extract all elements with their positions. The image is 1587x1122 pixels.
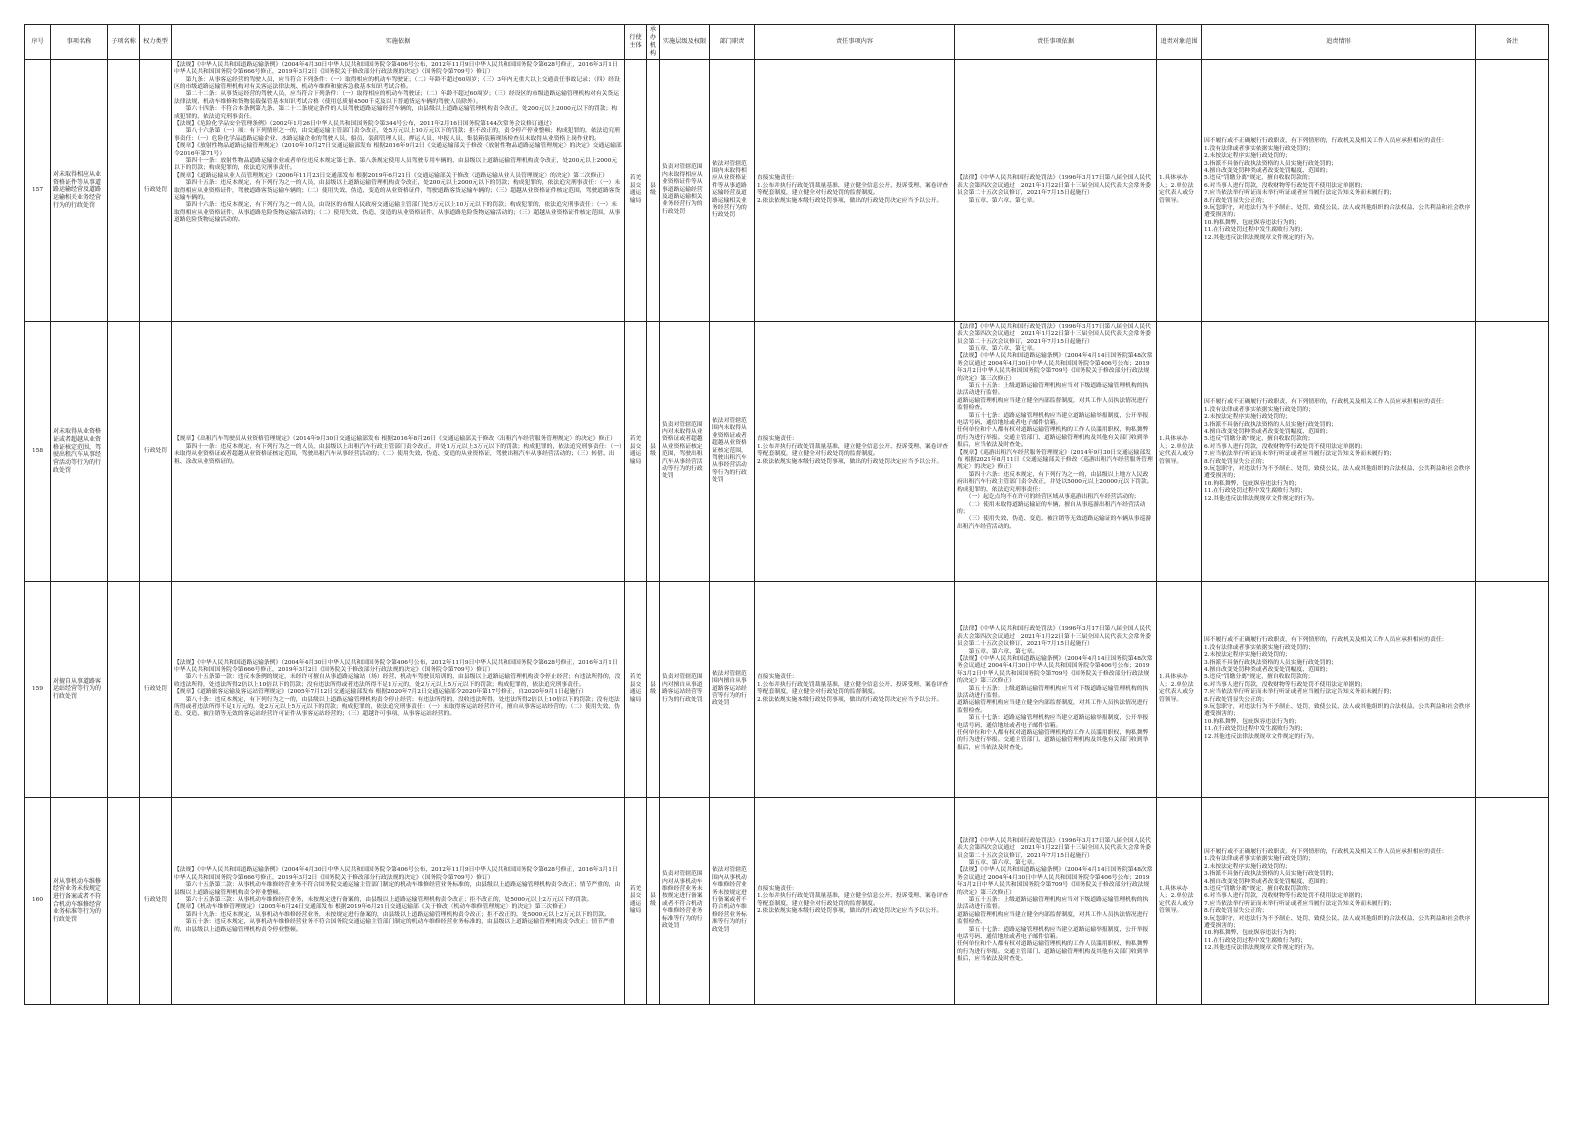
acc-case-line: 8.行政处罚显失公正的； xyxy=(1204,458,1268,465)
responsibility-basis xyxy=(955,581,1157,797)
sub-item-name xyxy=(108,797,140,1004)
acc-case-line: 10.徇私舞弊、包庇纵容违法行为的； xyxy=(1204,219,1301,226)
resp-basis-line: 【法律】《中华人民共和国行政处罚法》（1996年3月17日第八届全国人民代表大会第四次会议通过 2021年1月22日第十三届全国人民代表大会常务委员会第二十五次会议修订，2021年7月15日起施行） xyxy=(957,323,1151,345)
basis-paragraph: 第九条：从事客运经营的驾驶人员，应当符合下列条件：（一）取得相应的机动车驾驶证；（二）年龄不超过60周岁；（三）3年内无重大以上交通责任事故记录；（四）经设区的市级道路运输管理机构对有关客运法律法规、机动车维修和旅客急救基本知识考试合格。 xyxy=(174,76,620,90)
col-header-item-name: 事项名称 xyxy=(51,25,108,60)
acc-case-line: 因不履行或不正确履行行政职责，有下列情形的，行政机关及相关工作人员应承担相应的责任： xyxy=(1204,399,1448,406)
basis-paragraph: 第四十九条：违反本规定，从事机动车维修经营业务，未按规定进行备案的，由县级以上道路运输管理机构责令改正；拒不改正的，处5000元以上2万元以下的罚款。 xyxy=(174,911,610,918)
remark xyxy=(1476,581,1549,797)
sub-item-name xyxy=(108,59,140,321)
acc-case-line: 3.指派不具备行政执法资格的人员实施行政处罚的； xyxy=(1204,160,1338,167)
basis-paragraph: 【法规】《中华人民共和国道路运输条例》（2004年4月30日中华人民共和国国务院令第406号公布，2012年11月9日中华人民共和国国务院令第628号修正，2016年3月1日中华人民共和国国务院令第666号修正，2019年3月2日《国务院关于修改部分行政法规的决定》（国务院令第709号）修订） xyxy=(174,659,618,674)
col-header-no: 序号 xyxy=(25,25,51,60)
department-duty: 依法对管辖范围内未取得从业资格证或者超越从业资格证核定范围，驾驶出租汽车从事经营活动等行为的行政处罚 xyxy=(710,321,755,581)
acc-case-line: 9.玩忽职守，对违法行为不予制止、处罚，致使公民、法人或其他组织的合法权益、公共利益和社会秩序遭受损害的； xyxy=(1204,205,1471,219)
basis-paragraph: 【规章】《机动车维修管理规定》（2005年6月24日交通部发布 根据2019年6月21日交通运输部《关于修改〈机动车维修管理规定〉的决定》第三次修正） xyxy=(174,904,570,911)
basis-paragraph: 【规章】《道路运输从业人员管理规定》（2006年11月23日交通部发布 根据2019年6月21日《交通运输部关于修改〈道路运输从业人员管理规定〉的决定》第二次修正） xyxy=(174,172,608,179)
power-type: 行政处罚 xyxy=(140,59,172,321)
basis-paragraph: 第八十六条第（一）项：有下列情形之一的，由交通运输主管部门责令改正，处5万元以上10万元以下的罚款；拒不改正的，责令停产停业整顿；构成犯罪的，依法追究刑事责任：（一）危险化学品道路运输企业、水路运输企业的驾驶人员、船员、装卸管理人员、押运人员、申报人员、集装箱装箱现场检查员未取得从业资格上岗作业的。 xyxy=(174,128,620,142)
item-name: 对从事机动车维修经营业务未按规定进行备案或者不符合机动车维修经营业务标准等行为的行政处罚 xyxy=(51,797,108,1004)
responsibility-content xyxy=(755,59,955,321)
remark xyxy=(1476,59,1549,321)
acc-case-line: 7.应当依法举行听证而未举行听证或者应当履行法定告知义务而未履行的； xyxy=(1204,190,1396,197)
responsibility-content xyxy=(755,581,955,797)
resp-content-line: 直接实施责任： xyxy=(757,436,798,443)
acc-case-line: 3.指派不具备行政执法资格的人员实施行政处罚的； xyxy=(1204,659,1338,666)
basis-paragraph: 第六十五条第二款：从事机动车维修经营业务不符合国务院交通运输主管部门制定的机动车维修经营业务标准的，由县级以上道路运输管理机构责令改正；情节严重的，由县级以上道路运输管理机构责令停业整顿。 xyxy=(174,882,621,896)
basis-paragraph: 【规章】《放射性物品道路运输管理规定》（2010年10月27日交通运输部发布 根据2016年9月2日《交通运输部关于修改〈放射性物品道路运输管理规定〉的决定》交通运输部令2016年第71号） xyxy=(174,143,622,157)
remark xyxy=(1476,321,1549,581)
acc-case-line: 5.违反"罚缴分离"规定，擅自收取罚款的； xyxy=(1204,674,1314,681)
resp-basis-line: 【法规】《中华人民共和国道路运输条例》（2004年4月14日国务院第48次常务会议通过 2004年4月30日中华人民共和国国务院令第406号公布；2019年3月2日中华人民共和国国务院令第709号《国务院关于修改部分行政法规的决定》第三次修正） xyxy=(957,867,1153,896)
basis-paragraph: 第四十五条：违反本规定，有下列行为之一的人员，由县级以上道路运输管理机构责令改正，处200元以上2000元以下的罚款；构成犯罪的，依法追究刑事责任：（一）未取得相应从业资格证件，驾驶道路客货运输车辆的；（二）使用失效、伪造、变造的从业资格证件，驾驶道路客货运输车辆的；（三）超越从业资格证件核定范围，驾驶道路客货运输车辆的。 xyxy=(174,180,621,202)
basis-paragraph: 【法规】《中华人民共和国道路运输条例》（2004年4月30日中华人民共和国国务院令第406号公布，2012年11月9日中华人民共和国国务院令第628号修正，2016年3月1日中华人民共和国国务院令第666号修正，2019年3月2日《国务院关于修改部分行政法规的决定》（国务院令第709号）修订） xyxy=(174,61,618,76)
resp-basis-line: 第五十五条：上级道路运输管理机构应当对下级道路运输管理机构的执法活动进行监督。 xyxy=(957,383,1149,397)
basis-paragraph: 第四十六条：违反本规定，有下列行为之一的人员，由设区的市级人民政府交通运输主管部门处5万元以上10万元以下的罚款；构成犯罪的，依法追究刑事责任：（一）未取得相应从业资格证件，从事道路危险货物运输活动的；（二）使用失效、伪造、变造的从业资格证件，从事道路危险货物运输活动的；（三）超越从业资格证件核定范围，从事道路危险货物运输活动的。 xyxy=(174,202,621,224)
resp-basis-line: 第五十五条：上级道路运输管理机构应当对下级道路运输管理机构的执法活动进行监督。 xyxy=(957,685,1149,699)
resp-content-line: 2.依法依规实施本级行政处罚事项，做出的行政处罚决定应当予以公开。 xyxy=(757,908,943,915)
implementation-level: 负责对管辖范围内对从事机动车维修经营业务未按规定进行备案或者不符合机动车维修经营业务标准等行为的行政处罚 xyxy=(660,797,710,1004)
implementation-level: 负责对管辖范围内对未取得从业资格证或者超越从业资格证核定范围，驾驶出租汽车从事经营活动等行为的行政处罚 xyxy=(660,321,710,581)
col-header-handler: 承办机构 xyxy=(647,25,660,60)
resp-basis-line: 第五十七条：道路运输管理机构应当建立道路运输举报制度，公开举报电话号码、通信地址或者电子邮件信箱。 xyxy=(957,715,1149,729)
acc-case-line: 8.行政处罚显失公正的； xyxy=(1204,908,1268,915)
acc-case-line: 3.指派不具备行政执法资格的人员实施行政处罚的； xyxy=(1204,871,1338,878)
acc-case-line: 12.其他违反法律法规规章文件规定的行为。 xyxy=(1204,945,1318,952)
responsibility-basis xyxy=(955,797,1157,1004)
acc-case-line: 6.对当事人进行罚款，没收财物等行政处罚不使用法定单据的； xyxy=(1204,443,1367,450)
sub-item-name xyxy=(108,581,140,797)
acc-case-line: 6.对当事人进行罚款，没收财物等行政处罚不使用法定单据的； xyxy=(1204,681,1367,688)
header-row xyxy=(25,25,1549,60)
resp-basis-line: 第五十七条：道路运输管理机构应当建立道路运输举报制度，公开举报电话号码、通信地址或者电子邮件信箱。 xyxy=(957,412,1149,427)
resp-basis-line: 【法律】《中华人民共和国行政处罚法》（1996年3月17日第八届全国人民代表大会第四次会议通过 2021年1月22日第十三届全国人民代表大会常务委员会第二十五次会议修订，2021年7月15日起施行） xyxy=(957,837,1151,859)
resp-basis-line: 【法律】《中华人民共和国行政处罚法》（1996年3月17日第八届全国人民代表大会第四次会议通过 2021年1月22日第十三届全国人民代表大会常务委员会第二十五次会议修订，2021年7月15日起施行） xyxy=(957,626,1151,648)
responsibility-basis xyxy=(955,321,1157,581)
acc-case-line: 12.其他违反法律法规规章文件规定的行为。 xyxy=(1204,234,1318,241)
col-header-level: 实施层级及权限 xyxy=(660,25,710,60)
acc-case-line: 2.未按法定程序实施行政处罚的； xyxy=(1204,652,1291,659)
resp-content-line: 1.公布并执行行政处罚裁量基准，建立健全信息公开、投诉受理、案卷评查等配套制度，建立健全对行政处罚的监督制度。 xyxy=(757,443,949,458)
acc-case-line: 8.行政处罚显失公正的； xyxy=(1204,197,1268,204)
acc-case-line: 因不履行或不正确履行行政职责，有下列情形的，行政机关及相关工作人员应承担相应的责任： xyxy=(1204,138,1448,145)
executing-subject: 若羌县交通运输局 xyxy=(625,797,647,1004)
basis-paragraph: 【规章】《出租汽车驾驶员从业资格管理规定》（2014年9月30日交通运输部发布 根据2016年8月26日《交通运输部关于修改〈出租汽车经营服务管理规定〉的决定》修正） xyxy=(174,436,616,443)
resp-basis-line: 道路运输管理机构应当建立健全内部监督制度，对其工作人员执法情况进行监督检查。 xyxy=(957,700,1149,714)
accountability-scope: 1.具体承办人；2.单位法定代表人或分管领导。 xyxy=(1157,59,1202,321)
implementation-basis xyxy=(172,797,625,1004)
resp-basis-line: 第五章、第六章、第七章。 xyxy=(957,860,1039,867)
acc-case-line: 6.对当事人进行罚款，没收财物等行政处罚不使用法定单据的； xyxy=(1204,893,1367,900)
resp-content-line: 2.依法依规实施本级行政处罚事项，做出的行政处罚决定应当予以公开。 xyxy=(757,197,943,204)
department-duty: 依法对管辖范围内从事机动车维修经营业务未按规定进行备案或者不符合机动车维修经营业务标准等行为的行政处罚 xyxy=(710,797,755,1004)
acc-case-line: 2.未按法定程序实施行政处罚的； xyxy=(1204,863,1291,870)
resp-basis-line: （一）起讫点均不在许可的经营区域从事巡游出租汽车经营活动的； xyxy=(957,494,1140,501)
basis-paragraph: 第五十条：违反本规定，从事机动车维修经营业务不符合国务院交通运输主管部门制定的机动车维修经营业务标准的，由县级以上道路运输管理机构责令改正；情节严重的，由县级以上道路运输管理机构责令停业整顿。 xyxy=(174,919,615,933)
row-number: 160 xyxy=(25,797,51,1004)
department-duty: 依法对管辖范围内擅自从事道路客运站经营等行为的行政处罚 xyxy=(710,581,755,797)
responsibility-table xyxy=(24,24,1549,1005)
col-header-resp-content: 责任事项内容 xyxy=(755,25,955,60)
basis-paragraph: 【法规】《中华人民共和国道路运输条例》（2004年4月30日中华人民共和国国务院令第406号公布，2012年11月9日中华人民共和国国务院令第628号修正，2016年3月1日中华人民共和国国务院令第666号修正，2019年3月2日《国务院关于修改部分行政法规的决定》（国务院令第709号）修订） xyxy=(174,867,618,881)
resp-basis-line: 道路运输管理机构应当建立健全内部监督制度，对其工作人员执法情况进行监督检查。 xyxy=(957,397,1149,412)
resp-content-line: 1.公布并执行行政处罚裁量基准，建立健全信息公开、投诉受理、案卷评查等配套制度，建立健全对行政处罚的监督制度。 xyxy=(757,893,949,907)
resp-basis-line: 【法律】《中华人民共和国行政处罚法》（1996年3月17日第八届全国人民代表大会第四次会议通过 2021年1月22日第十三届全国人民代表大会常务委员会第二十五次会议修订，2021年7月15日起施行） xyxy=(957,175,1151,197)
acc-case-line: 10.徇私舞弊、包庇纵容违法行为的； xyxy=(1204,930,1301,937)
handling-agency: 县级 xyxy=(647,581,660,797)
acc-case-line: 4.擅自改变处罚种类或者改变处罚幅度、范围的； xyxy=(1204,429,1332,436)
power-type: 行政处罚 xyxy=(140,797,172,1004)
power-type: 行政处罚 xyxy=(140,321,172,581)
acc-case-line: 2.未按法定程序实施行政处罚的； xyxy=(1204,153,1291,160)
acc-case-line: 9.玩忽职守，对违法行为不予制止、处罚，致使公民、法人或其他组织的合法权益、公共利益和社会秩序遭受损害的； xyxy=(1204,915,1471,929)
acc-case-line: 9.玩忽职守，对违法行为不予制止、处罚，致使公民、法人或其他组织的合法权益、公共利益和社会秩序遭受损害的； xyxy=(1204,704,1471,718)
row-number: 157 xyxy=(25,59,51,321)
basis-paragraph: 【规章】《道路旅客运输及客运站管理规定》（2005年7月12日交通运输部发布 根据2020年7月2日交通运输部令2020年第17号修正，自2020年9月1日起施行） xyxy=(174,689,587,696)
resp-content-line: 直接实施责任： xyxy=(757,674,798,681)
handling-agency: 县级 xyxy=(647,321,660,581)
acc-case-line: 11.在行政处罚过程中发生腐败行为的； xyxy=(1204,726,1306,733)
col-header-power-type: 权力类型 xyxy=(140,25,172,60)
resp-basis-line: （三）使用失效、伪造、变造、被注销等无效道路运输证的车辆从事巡游出租汽车经营活动的。 xyxy=(957,516,1152,530)
col-header-sub-item: 子项名称 xyxy=(108,25,140,60)
resp-content-line: 2.依法依规实施本级行政处罚事项，做出的行政处罚决定应当予以公开。 xyxy=(757,696,943,703)
basis-paragraph: 第六十五条第三款：从事机动车维修经营业务，未按规定进行备案的，由县级以上道路运输管理机构责令改正；拒不改正的，处5000元以上2万元以下的罚款。 xyxy=(174,897,593,904)
resp-basis-line: 任何单位和个人都有权对道路运输管理机构的工作人员滥用职权、徇私舞弊的行为进行举报。交通主管部门、道路运输管理机构及其他有关部门收到举报后，应当依法及时查处。 xyxy=(957,729,1149,751)
handling-agency: 县级 xyxy=(647,59,660,321)
acc-case-line: 3.指派不具备行政执法资格的人员实施行政处罚的； xyxy=(1204,421,1338,428)
basis-paragraph: 第六十五条第一款：违反本条例的规定，未经许可擅自从事道路运输站（场）经营、机动车驾驶员培训的，由县级以上道路运输管理机构责令停止经营；有违法所得的，没收违法所得，处违法所得2倍以上10倍以下的罚款；没有违法所得或者违法所得不足1万元的，处2万元以上5万元以下的罚款；构成犯罪的，依法追究刑事责任。 xyxy=(174,674,621,688)
responsibility-content xyxy=(755,797,955,1004)
resp-basis-line: 第五十七条：道路运输管理机构应当建立道路运输举报制度，公开举报电话号码、通信地址或者电子邮件信箱。 xyxy=(957,926,1149,941)
acc-case-line: 11.在行政处罚过程中发生腐败行为的； xyxy=(1204,937,1306,944)
accountability-cases xyxy=(1202,797,1476,1004)
acc-case-line: 5.违反"罚缴分离"规定，擅自收取罚款的； xyxy=(1204,885,1314,892)
table-row xyxy=(25,321,1549,581)
item-name: 对擅自从事道路客运站经营等行为的行政处罚 xyxy=(51,581,108,797)
resp-basis-line: 第五章、第六章、第七章。 xyxy=(957,197,1039,204)
basis-paragraph: 第四十一条：放射性物品道路运输企业或者单位违反本规定第七条、第八条规定使用人员驾驶专用车辆的，由县级以上道路运输管理机构责令改正，处200元以上2000元以下的罚款；构成犯罪的，依法追究刑事责任。 xyxy=(174,158,618,172)
acc-case-line: 10.徇私舞弊、包庇纵容违法行为的； xyxy=(1204,718,1301,725)
acc-case-line: 5.违反"罚缴分离"规定，擅自收取罚款的； xyxy=(1204,436,1314,443)
basis-paragraph: 第八十条：违反本规定，有下列行为之一的，由县级以上道路运输管理机构责令停止经营；有违法所得的，没收违法所得，处违法所得2倍以上10倍以下的罚款；没有违法所得或者违法所得不足1万元的，处2万元以上5万元以下的罚款；构成犯罪的，依法追究刑事责任：（一）未取得客运站经营许可，擅自从事客运站经营的；（二）使用失效、伪造、变造、被注销等无效的客运站经营许可证件从事客运站经营的；（三）超越许可事项，从事客运站经营的。 xyxy=(174,696,620,718)
acc-case-line: 1.没有法律或者事实依据实施行政处罚的； xyxy=(1204,856,1314,863)
acc-case-line: 7.应当依法举行听证而未举行听证或者应当履行法定告知义务而未履行的； xyxy=(1204,900,1396,907)
acc-case-line: 4.擅自改变处罚种类或者改变处罚幅度、范围的； xyxy=(1204,878,1332,885)
table-row xyxy=(25,797,1549,1004)
col-header-remark: 备注 xyxy=(1476,25,1549,60)
acc-case-line: 12.其他违反法律法规规章文件规定的行为。 xyxy=(1204,495,1318,502)
basis-paragraph: 第六十四条：不符合本条例第九条、第二十二条规定条件的人员驾驶道路运输经营车辆的，由县级以上道路运输管理机构责令改正，处200元以上2000元以下的罚款；构成犯罪的，依法追究刑事责任。 xyxy=(174,106,618,120)
acc-case-line: 6.对当事人进行罚款，没收财物等行政处罚不使用法定单据的； xyxy=(1204,182,1367,189)
responsibility-content xyxy=(755,321,955,581)
resp-basis-line: 第五章、第六章、第七章。 xyxy=(957,345,1039,352)
accountability-scope: 1.具体承办人；2.单位法定代表人或分管领导。 xyxy=(1157,321,1202,581)
acc-case-line: 9.玩忽职守，对违法行为不予制止、处罚，致使公民、法人或其他组织的合法权益、公共利益和社会秩序遭受损害的； xyxy=(1204,466,1471,480)
acc-case-line: 1.没有法律或者事实依据实施行政处罚的； xyxy=(1204,406,1314,413)
table-row xyxy=(25,59,1549,321)
acc-case-line: 7.应当依法举行听证而未举行听证或者应当履行法定告知义务而未履行的； xyxy=(1204,689,1396,696)
acc-case-line: 因不履行或不正确履行行政职责，有下列情形的，行政机关及相关工作人员应承担相应的责任： xyxy=(1204,637,1448,644)
executing-subject: 若羌县交通运输局 xyxy=(625,321,647,581)
col-header-acc-scope: 追责对象范围 xyxy=(1157,25,1202,60)
resp-basis-line: 任何单位和个人都有权对道路运输管理机构的工作人员滥用职权、徇私舞弊的行为进行举报。交通主管部门、道路运输管理机构及其他有关部门收到举报后，应当依法及时查处。 xyxy=(957,941,1149,963)
col-header-acc-cases: 追责情形 xyxy=(1202,25,1476,60)
implementation-basis xyxy=(172,581,625,797)
remark xyxy=(1476,797,1549,1004)
resp-basis-line: 第五章、第六章、第七章。 xyxy=(957,648,1039,655)
acc-case-line: 因不履行或不正确履行行政职责，有下列情形的，行政机关及相关工作人员应承担相应的责任： xyxy=(1204,848,1448,855)
resp-basis-line: 第五十五条：上级道路运输管理机构应当对下级道路运输管理机构的执法活动进行监督。 xyxy=(957,897,1149,911)
col-header-resp-basis: 责任事项依据 xyxy=(955,25,1157,60)
acc-case-line: 1.没有法律或者事实依据实施行政处罚的； xyxy=(1204,145,1314,152)
handling-agency: 县级 xyxy=(647,797,660,1004)
row-number: 158 xyxy=(25,321,51,581)
accountability-scope: 1.具体承办人；2.单位法定代表人或分管领导。 xyxy=(1157,797,1202,1004)
resp-basis-line: 【规章】《巡游出租汽车经营服务管理规定》（2014年9月30日交通运输部发布 根据2021年8月11日《交通运输部关于修改〈巡游出租汽车经营服务管理规定〉的决定》修正） xyxy=(957,449,1153,471)
resp-content-line: 1.公布并执行行政处罚裁量基准，建立健全信息公开、投诉受理、案卷评查等配套制度，建立健全对行政处罚的监督制度。 xyxy=(757,681,949,696)
implementation-level: 负责对管辖范围内对擅自从事道路客运站经营等行为的行政处罚 xyxy=(660,581,710,797)
resp-content-line: 直接实施责任： xyxy=(757,175,798,182)
executing-subject: 若羌县交通运输局 xyxy=(625,581,647,797)
department-duty: 依法对管辖范围内未取得相应从业资格证件等从事道路运输经营及道路运输相关业务经营行为的行政处罚 xyxy=(710,59,755,321)
basis-paragraph: 【法规】《危险化学品安全管理条例》（2002年1月26日中华人民共和国国务院令第344号公布，2011年2月16日国务院第144次常务会议修订通过） xyxy=(174,121,555,127)
resp-basis-line: 第四十六条：违反本规定，有下列行为之一的，由县级以上地方人民政府出租汽车行政主管部门责令改正，并处以5000元以上20000元以下罚款。构成犯罪的，依法追究刑事责任： xyxy=(957,471,1153,493)
acc-case-line: 5.违反"罚缴分离"规定，擅自收取罚款的； xyxy=(1204,175,1314,182)
resp-basis-line: 【法规】《中华人民共和国道路运输条例》（2004年4月14日国务院第48次常务会议通过 2004年4月30日中华人民共和国国务院令第406号公布；2019年3月2日中华人民共和国国务院令第709号《国务院关于修改部分行政法规的决定》第三次修正） xyxy=(957,655,1153,685)
resp-content-line: 直接实施责任： xyxy=(757,885,798,892)
resp-basis-line: 任何单位和个人都有权对道路运输管理机构的工作人员滥用职权、徇私舞弊的行为进行举报。交通主管部门、道路运输管理机构及其他有关部门收到举报后，应当依法及时查处。 xyxy=(957,427,1149,449)
power-type: 行政处罚 xyxy=(140,581,172,797)
accountability-cases xyxy=(1202,59,1476,321)
responsibility-list-sheet xyxy=(24,24,1548,1005)
acc-case-line: 4.擅自改变处罚种类或者改变处罚幅度、范围的； xyxy=(1204,667,1332,674)
acc-case-line: 7.应当依法举行听证而未举行听证或者应当履行法定告知义务而未履行的； xyxy=(1204,451,1396,458)
acc-case-line: 4.擅自改变处罚种类或者改变处罚幅度、范围的； xyxy=(1204,168,1332,175)
acc-case-line: 8.行政处罚显失公正的； xyxy=(1204,696,1268,703)
table-row xyxy=(25,581,1549,797)
implementation-basis xyxy=(172,321,625,581)
acc-case-line: 10.徇私舞弊、包庇纵容违法行为的； xyxy=(1204,480,1301,487)
acc-case-line: 11.在行政处罚过程中发生腐败行为的； xyxy=(1204,227,1306,234)
basis-paragraph: 第二十二条：从事货运经营的驾驶人员，应当符合下列条件：（一）取得相应的机动车驾驶证；（二）年龄不超过60周岁；（三）经设区的市级道路运输管理机构对有关货运法律法规、机动车维修和货物装载保管基本知识考试合格（使用总质量4500千克及以下普通货运车辆的驾驶人员除外）。 xyxy=(174,91,620,105)
acc-case-line: 11.在行政处罚过程中发生腐败行为的； xyxy=(1204,488,1306,495)
row-number: 159 xyxy=(25,581,51,797)
col-header-dept-duty: 部门职责 xyxy=(710,25,755,60)
acc-case-line: 2.未按法定程序实施行政处罚的； xyxy=(1204,414,1291,421)
resp-basis-line: 道路运输管理机构应当建立健全内部监督制度，对其工作人员执法情况进行监督检查。 xyxy=(957,911,1149,926)
accountability-cases xyxy=(1202,321,1476,581)
basis-paragraph: 第四十一条：违反本规定，有下列行为之一的人员，由县级以上出租汽车行政主管部门责令改正，并处1万元以上3万元以下的罚款；构成犯罪的，依法追究刑事责任：（一）未取得从业资格证或者超越从业资格证核定范围，驾驶出租汽车从事经营活动的；（二）使用失效、伪造、变造的从业资格证，驾驶出租汽车从事经营活动的；（三）转借、出租、涂改从业资格证的。 xyxy=(174,443,622,465)
item-name: 对未取得相应从业资格证件等从事道路运输经营及道路运输相关业务经营行为的行政处罚 xyxy=(51,59,108,321)
responsibility-basis xyxy=(955,59,1157,321)
resp-content-line: 1.公布并执行行政处罚裁量基准，建立健全信息公开、投诉受理、案卷评查等配套制度，建立健全对行政处罚的监督制度。 xyxy=(757,182,949,197)
acc-case-line: 1.没有法律或者事实依据实施行政处罚的； xyxy=(1204,644,1314,651)
implementation-basis xyxy=(172,59,625,321)
resp-basis-line: 【法规】《中华人民共和国道路运输条例》（2004年4月14日国务院第48次常务会议通过 2004年4月30日中华人民共和国国务院令第406号公布；2019年3月2日中华人民共和国国务院令第709号《国务院关于修改部分行政法规的决定》第三次修正） xyxy=(957,353,1153,382)
item-name: 对未取得从业资格证或者超越从业资格证核定范围，驾驶出租汽车从事经营活动等行为的行政处罚 xyxy=(51,321,108,581)
acc-case-line: 12.其他违反法律法规规章文件规定的行为。 xyxy=(1204,733,1318,740)
resp-content-line: 2.依法依规实施本级行政处罚事项，做出的行政处罚决定应当予以公开。 xyxy=(757,458,943,465)
sub-item-name xyxy=(108,321,140,581)
implementation-level: 负责对管辖范围内未取得相应从业资格证件等从事道路运输经营及道路运输相关业务经营行为的行政处罚 xyxy=(660,59,710,321)
accountability-cases xyxy=(1202,581,1476,797)
executing-subject: 若羌县交通运输局 xyxy=(625,59,647,321)
resp-basis-line: （二）使用未取得道路运输证的车辆，擅自从事巡游出租汽车经营活动的； xyxy=(957,501,1146,515)
col-header-subject: 行使主体 xyxy=(625,25,647,60)
col-header-basis: 实施依据 xyxy=(172,25,625,60)
accountability-scope: 1.具体承办人；2.单位法定代表人或分管领导。 xyxy=(1157,581,1202,797)
